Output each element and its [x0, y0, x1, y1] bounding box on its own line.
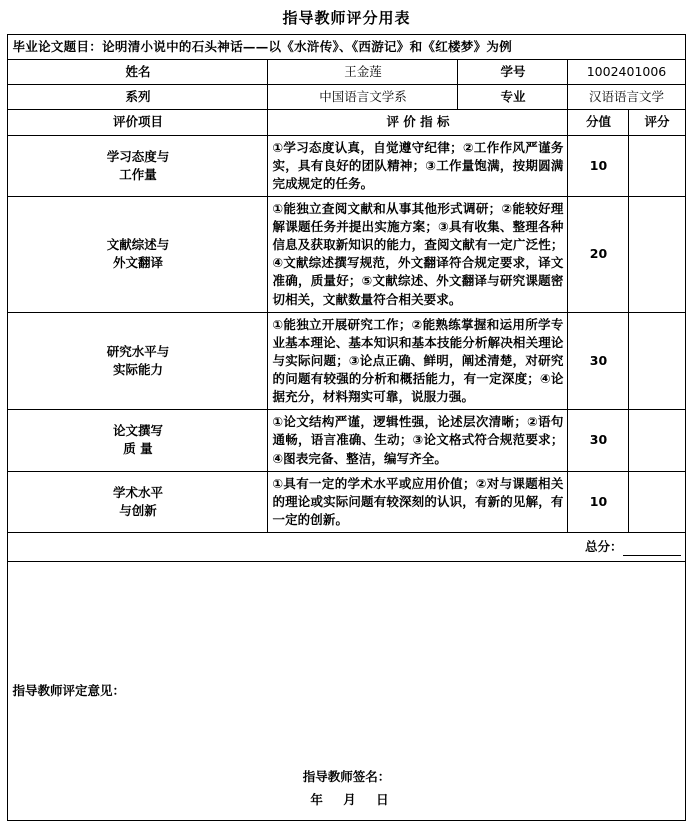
criterion-score: 10 — [568, 471, 629, 532]
table-row — [8, 312, 685, 410]
criterion-indicator: ①能独立开展研究工作；②能熟练掌握和运用所学专业基本理论、基本知识和基本技能分析解决相关理论与实际问题；③论点正确、鲜明，阐述清楚，对研究的问题有较强的分析和概括能力，有一定深度；④论据充分，材料翔实可靠，说服力强。 — [268, 312, 568, 410]
total-label: 总分： — [585, 538, 623, 554]
major-label: 专业 — [458, 85, 568, 110]
table-row — [8, 471, 685, 532]
department-value: 中国语言文学系 — [268, 85, 458, 110]
department-label: 系列 — [8, 85, 268, 110]
table-row-name — [8, 60, 685, 85]
student-id-value: 1002401006 — [568, 60, 685, 85]
student-id-label: 学号 — [458, 60, 568, 85]
name-value: 王金莲 — [268, 60, 458, 85]
criterion-rating[interactable] — [629, 312, 685, 410]
criterion-name-line1: 学习态度与 — [106, 148, 170, 164]
header-score: 分值 — [568, 110, 629, 135]
criterion-name — [8, 471, 268, 532]
criterion-score: 10 — [568, 135, 629, 196]
thesis-topic-value: 论明清小说中的石头神话——以《水浒传》、《西游记》和《红楼梦》为例 — [102, 39, 512, 54]
criterion-rating[interactable] — [629, 135, 685, 196]
criterion-score: 30 — [568, 312, 629, 410]
table-header-row — [8, 110, 685, 135]
name-label: 姓名 — [8, 60, 268, 85]
criterion-name-line2: 工作量 — [119, 166, 157, 182]
total-cell — [8, 533, 685, 562]
criterion-rating[interactable] — [629, 196, 685, 312]
criterion-name-line1: 文献综述与 — [106, 237, 170, 253]
advisor-signature-line: 指导教师签名： — [302, 768, 391, 784]
advisor-opinion-cell[interactable] — [8, 562, 685, 821]
thesis-topic-label: 毕业论文题目： — [12, 39, 103, 54]
signature-block — [8, 765, 684, 813]
header-rating: 评分 — [629, 110, 685, 135]
criterion-indicator: ①具有一定的学术水平或应用价值；②对与课题相关的理论或实际问题有较深刻的认识，有新的见解，有一定的创新。 — [268, 471, 568, 532]
criterion-name-line2: 外文翻译 — [112, 255, 163, 271]
criterion-name-line1: 研究水平与 — [106, 343, 170, 359]
criterion-name-line2: 质 量 — [123, 441, 153, 457]
criterion-name-line2: 实际能力 — [112, 361, 163, 377]
criterion-name-line1: 学术水平 — [112, 484, 163, 500]
criterion-name-line1: 论文撰写 — [112, 423, 163, 439]
criterion-indicator: ①论文结构严谨，逻辑性强，论述层次清晰；②语句通畅，语言准确、生动；③论文格式符合规范要求；④图表完备、整洁，编写齐全。 — [268, 410, 568, 471]
advisor-opinion-label: 指导教师评定意见： — [12, 682, 125, 698]
criterion-score: 20 — [568, 196, 629, 312]
page-title: 指导教师评分用表 — [282, 9, 411, 27]
criterion-name-line2: 与创新 — [119, 502, 157, 518]
criterion-name — [8, 196, 268, 312]
table-row — [8, 196, 685, 312]
total-row — [8, 533, 685, 562]
thesis-topic-cell — [8, 35, 685, 60]
header-item: 评价项目 — [8, 110, 268, 135]
topic-row — [8, 35, 685, 60]
opinion-row — [8, 562, 685, 821]
criterion-name — [8, 312, 268, 410]
criterion-rating[interactable] — [629, 471, 685, 532]
criterion-indicator: ①能独立查阅文献和从事其他形式调研；②能较好理解课题任务并提出实施方案；③具有收集、整理各种信息及获取新知识的能力，查阅文献有一定广泛性；④文献综述撰写规范，外文翻译符合规定要求，译文准确，质量好；⑤文献综述、外文翻译与研究课题密切相关，文献数量符合相关要求。 — [268, 196, 568, 312]
table-row-department — [8, 85, 685, 110]
table-row — [8, 410, 685, 471]
criterion-name — [8, 410, 268, 471]
criterion-rating[interactable] — [629, 410, 685, 471]
major-value: 汉语语言文学 — [568, 85, 685, 110]
header-indicator: 评 价 指 标 — [268, 110, 568, 135]
criterion-indicator: ①学习态度认真，自觉遵守纪律；②工作作风严谨务实，具有良好的团队精神；③工作量饱满，按期圆满完成规定的任务。 — [268, 135, 568, 196]
evaluation-form-table — [7, 34, 685, 821]
table-row — [8, 135, 685, 196]
signature-date-line: 年 月 日 — [310, 792, 397, 808]
criterion-name — [8, 135, 268, 196]
total-value-blank[interactable] — [623, 542, 681, 556]
criterion-score: 30 — [568, 410, 629, 471]
